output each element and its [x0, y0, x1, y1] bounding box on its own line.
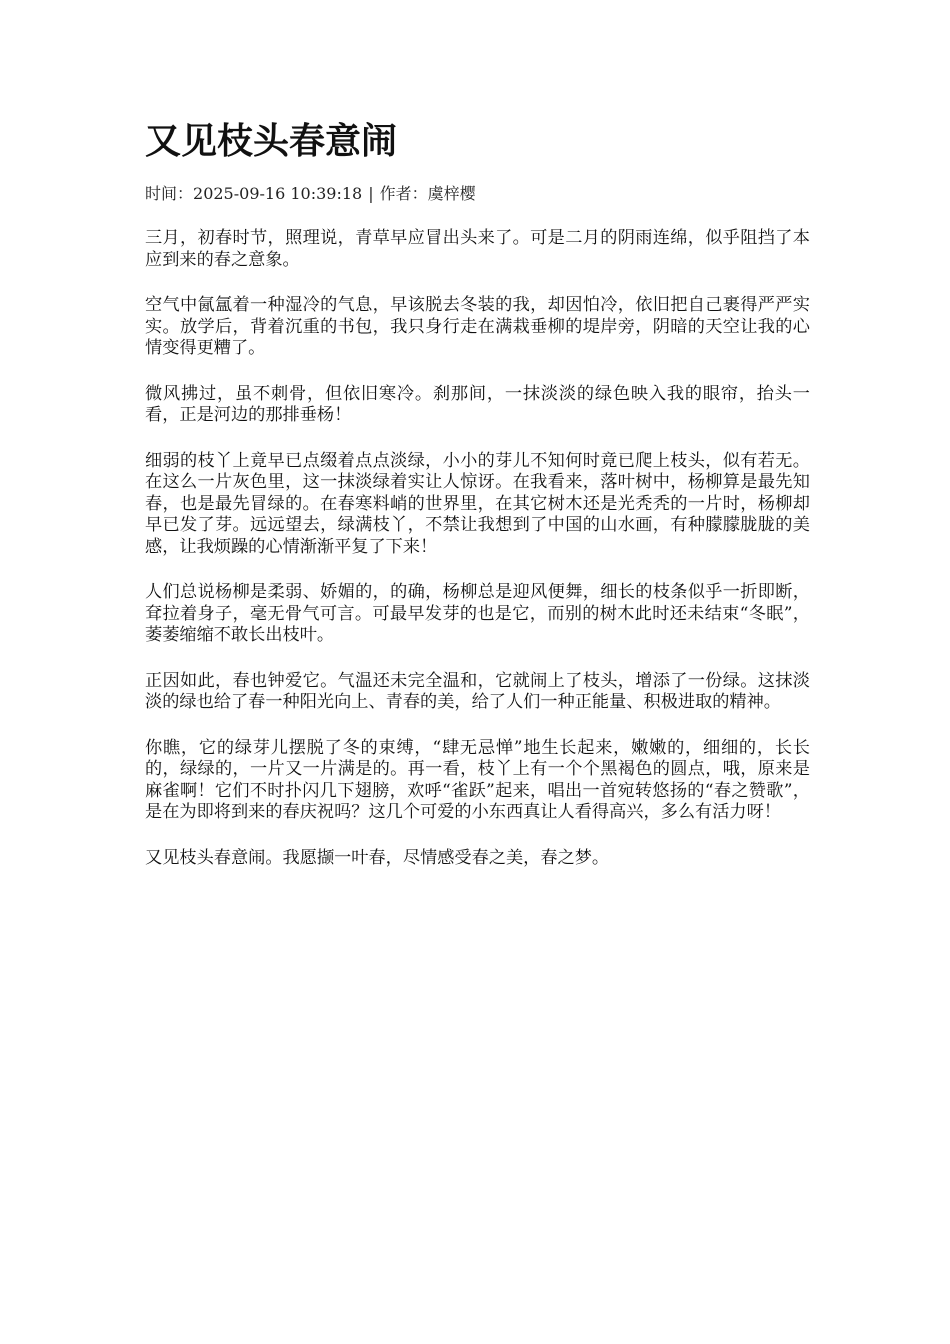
paragraph: 微风拂过，虽不刺骨，但依旧寒冷。刹那间，一抹淡淡的绿色映入我的眼帘，抬头一看，正是河边的那排垂杨！: [145, 383, 810, 425]
article: [145, 118, 810, 893]
paragraph: 你瞧，它的绿芽儿摆脱了冬的束缚，“肆无忌惮”地生长起来，嫩嫩的，细细的，长长的，绿绿的，一片又一片满是的。再一看，枝丫上有一个个黑褐色的圆点，哦，原来是麻雀啊！它们不时扑闪几下翅膀，欢呼“雀跃”起来，唱出一首宛转悠扬的“春之赞歌”，是在为即将到来的春庆祝吗？这几个可爱的小东西真让人看得高兴，多么有活力呀！: [145, 737, 810, 822]
paragraph: 细弱的枝丫上竟早已点缀着点点淡绿，小小的芽儿不知何时竟已爬上枝头，似有若无。在这么一片灰色里，这一抹淡绿着实让人惊讶。在我看来，落叶树中，杨柳算是最先知春，也是最先冒绿的。在春寒料峭的世界里，在其它树木还是光秃秃的一片时，杨柳却早已发了芽。远远望去，绿满枝丫，不禁让我想到了中国的山水画，有种朦朦胧胧的美感，让我烦躁的心情渐渐平复了下来！: [145, 450, 810, 557]
author-label: 作者：: [379, 184, 428, 203]
paragraph: 又见枝头春意闹。我愿撷一叶春，尽情感受春之美，春之梦。: [145, 847, 610, 868]
article-body: [145, 228, 810, 869]
time-label: 时间：: [145, 184, 194, 203]
article-meta: [145, 183, 810, 205]
paragraph: 空气中氤氲着一种湿冷的气息，早该脱去冬装的我，却因怕冷，依旧把自己裹得严严实实。放学后，背着沉重的书包，我只身行走在满栽垂柳的堤岸旁，阴暗的天空让我的心情变得更糟了。: [145, 295, 810, 358]
meta-separator: |: [368, 184, 374, 203]
article-title: 又见枝头春意闹: [145, 120, 398, 162]
paragraph: 三月，初春时节，照理说，青草早应冒出头来了。可是二月的阴雨连绵，似乎阻挡了本应到来的春之意象。: [145, 228, 810, 270]
author-value: 虞梓樱: [427, 184, 476, 203]
paragraph: 人们总说杨柳是柔弱、娇媚的，的确，杨柳总是迎风便舞，细长的枝条似乎一折即断，耷拉着身子，毫无骨气可言。可最早发芽的也是它，而别的树木此时还未结束“冬眠”，萎萎缩缩不敢长出枝叶。: [145, 582, 810, 645]
paragraph: 正因如此，春也钟爱它。气温还未完全温和，它就闹上了枝头，增添了一份绿。这抹淡淡的绿也给了春一种阳光向上、青春的美，给了人们一种正能量、积极进取的精神。: [145, 670, 810, 712]
time-value: 2025-09-16 10:39:18: [193, 184, 363, 203]
